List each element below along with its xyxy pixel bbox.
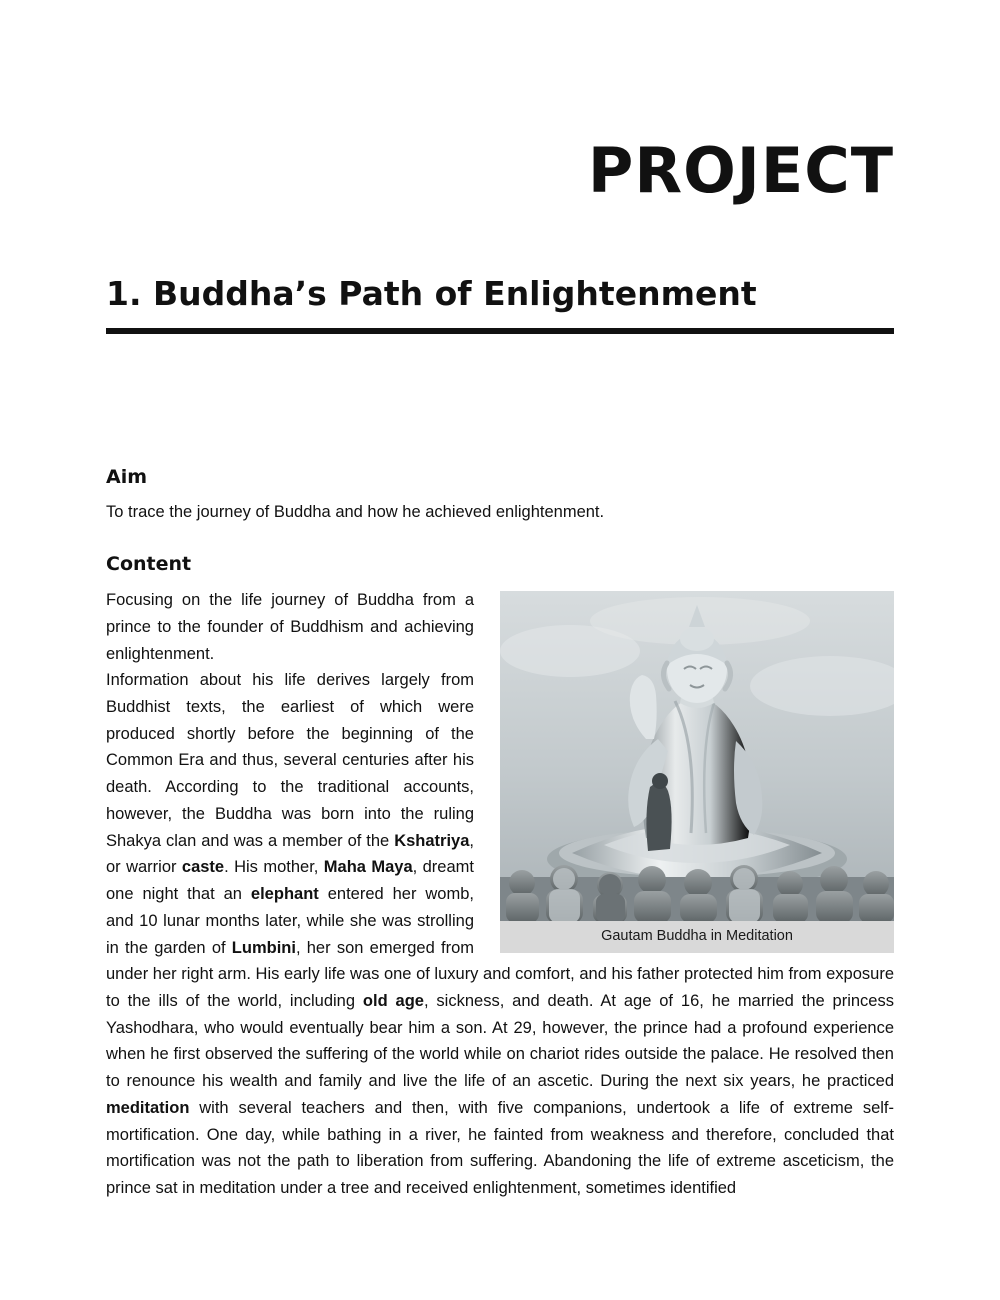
term-lumbini: Lumbini [231,938,296,957]
content-heading: Content [106,553,192,576]
para2-seg-4: , dreamt one night that an [106,858,474,904]
term-maha-maya: Maha Maya [323,858,413,877]
buddha-statue-photo [500,591,894,921]
para2-seg-5: entered her womb, and 10 lunar months later, while she was strolling in the garden of [106,885,474,957]
content-paragraph-1: Focusing on the life journey of Buddha from a prince to the founder of Buddhism and achieving enlightenment. [106,591,474,663]
term-old-age: old age [362,991,424,1010]
term-caste: caste [181,858,225,877]
section-title: 1. Buddha’s Path of Enlightenment [106,274,757,313]
para2-seg-8: with several teachers and then, with five companions, undertook a life of extreme self-mortification. One day, while bathing in a river, he fainted from weakness and therefore, concluded that mortification was not the path to liberation from suffering. Abandoning the life of extreme asceticism, the prince sat in meditation under a tree and received enlightenment, sometimes identified [106,1098,894,1197]
heading-divider [106,328,894,334]
para2-seg-1: Information about his life derives largely from Buddhist texts, the earliest of which were produced shortly before the beginning of the Common Era and thus, several centuries after his death. According to the traditional accounts, however, the Buddha was born into the ruling Shakya clan and was a member of the [106,671,474,850]
figure-caption: Gautam Buddha in Meditation [500,921,894,953]
aim-heading: Aim [106,465,148,488]
section-heading-block [106,274,894,334]
term-elephant: elephant [250,885,319,904]
para2-seg-6: , her son emerged from under her right arm. His early life was one of luxury and comfort, and his father protected him from exposure to the ills of the world, including [106,938,894,1010]
para2-seg-7: , sickness, and death. At age of 16, he married the princess Yashodhara, who would eventually bear him a son. At 29, however, the prince had a profound experience when he first observed the suffering of the world while on chariot rides outside the palace. He resolved then to renounce his wealth and family and live the life of an ascetic. During the next six years, he practiced [106,991,894,1091]
aim-section [106,466,894,526]
page-title: PROJECT [587,134,894,207]
figure-buddha [500,591,894,953]
para2-seg-3: . His mother, [224,858,324,877]
term-kshatriya: Kshatriya [394,831,470,850]
aim-text: To trace the journey of Buddha and how he achieved enlightenment. [106,502,605,521]
content-body [106,587,894,1202]
para2-seg-2: , or warrior [106,831,474,877]
content-section [106,553,894,1202]
term-meditation: meditation [106,1098,190,1117]
